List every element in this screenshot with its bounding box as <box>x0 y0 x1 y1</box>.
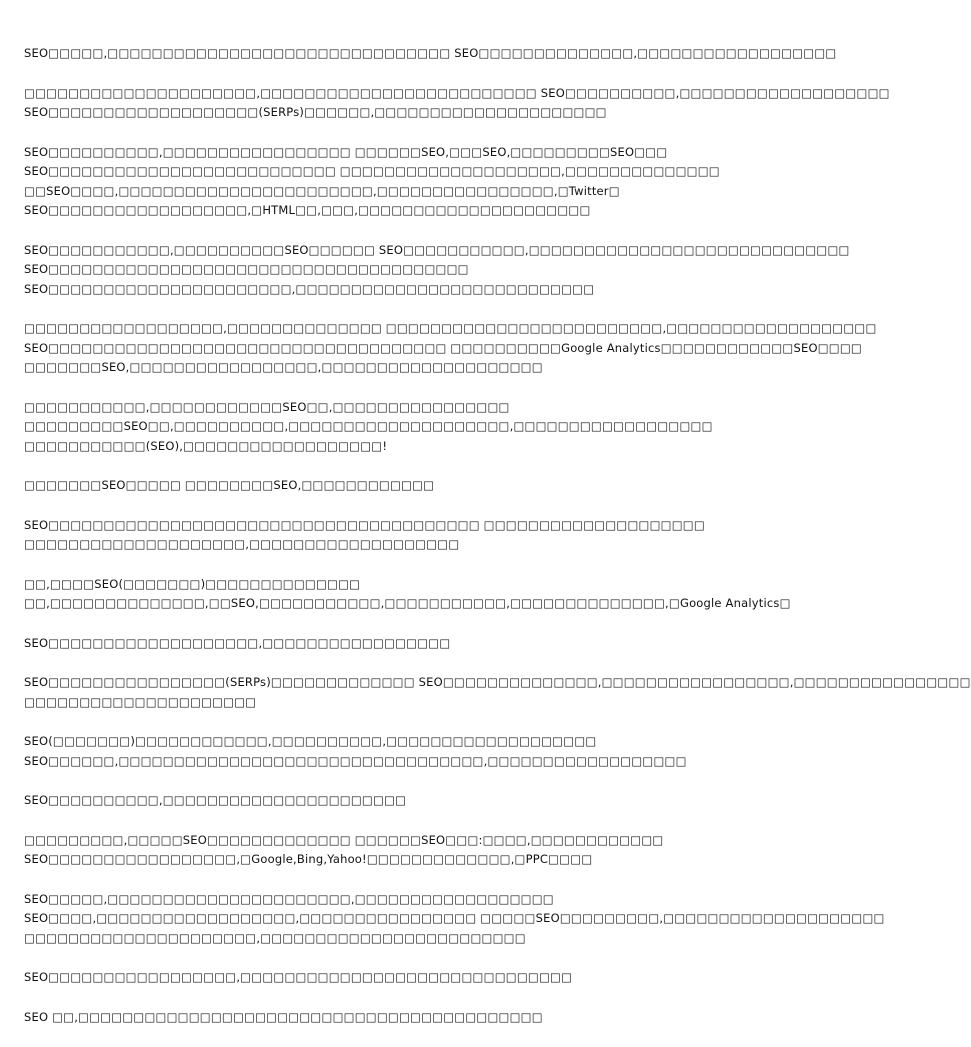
paragraph <box>24 831 700 870</box>
text-line: □□□□□□□SEO,□□□□□□□□□□□□□□□□□,□□□□□□□□□□□□□□□□□□□□ <box>24 360 543 374</box>
paragraph <box>24 44 837 64</box>
text-line: □□□□□□□□□□□□□□□□□□□□,□□□□□□□□□□□□□□□□□□□ <box>24 537 460 551</box>
text-line: □□,□□□□SEO(□□□□□□□)□□□□□□□□□□□□□□ <box>24 576 361 591</box>
text-line: □□□□□□□SEO□□□□□ □□□□□□□□SEO,□□□□□□□□□□□□ <box>24 478 435 492</box>
paragraph <box>24 476 700 496</box>
text-line: SEO□□□□□,□□□□□□□□□□□□□□□□□□□□□□,□□□□□□□□□□□□□□□□□□ <box>24 891 554 906</box>
text-line: SEO□□□□□□□□□□□□□□□□□□□,□□□□□□□□□□□□□□□□□ <box>24 635 451 650</box>
text-line: SEO□□□□,□□□□□□□□□□□□□□□□□□,□□□□□□□□□□□□□□□□ □□□□□SEO□□□□□□□□□,□□□□□□□□□□□□□□□□□□□□ <box>24 911 885 925</box>
paragraph <box>24 673 971 712</box>
paragraph <box>24 968 700 988</box>
paragraph <box>24 143 720 221</box>
text-line: SEO□□□□□,□□□□□□□□□□□□□□□□□□□□□□□□□□□□□□□ SEO□□□□□□□□□□□□□□,□□□□□□□□□□□□□□□□□□ <box>24 46 837 60</box>
paragraph <box>24 398 713 457</box>
text-line: □□□□□□□□□,□□□□□SEO□□□□□□□□□□□□□ □□□□□□SEO□□□:□□□□,□□□□□□□□□□□□ <box>24 832 664 847</box>
text-line: SEO□□□□□□□□□□□□□□□□□,□□□□□□□□□□□□□□□□□□□□□□□□□□□□□□ <box>24 970 573 984</box>
text-line: SEO□□□□□□□□□□□□□□□□□□□□□□□□□□□□□□□□□□□□□□□ □□□□□□□□□□□□□□□□□□□□ <box>24 517 705 532</box>
paragraph <box>24 791 700 811</box>
text-line: □□□□□□□□□□□□□□□□□□□□□,□□□□□□□□□□□□□□□□□□□□□□□□ <box>24 930 526 945</box>
document-body <box>24 44 971 1047</box>
text-line: □□□□□□□□□□□□□□□□□□□□□ <box>24 694 257 709</box>
text-line: SEO□□□□□□□□□□□□□□□□□□□□□□□□□□□□□□□□□□□□□□ <box>24 262 469 276</box>
text-line: SEO□□□□□□□□□□,□□□□□□□□□□□□□□□□□□□□□□ <box>24 793 407 807</box>
text-line: SEO□□□□□□□□□□□□□□□□□□□□□□,□□□□□□□□□□□□□□□□□□□□□□□□□□□ <box>24 281 595 296</box>
text-line: SEO□□□□□□□□□□□,□□□□□□□□□□SEO□□□□□□ SEO□□□□□□□□□□□,□□□□□□□□□□□□□□□□□□□□□□□□□□□□□ <box>24 242 850 257</box>
text-line: □□,□□□□□□□□□□□□□□,□□SEO,□□□□□□□□□□□,□□□□□□□□□□□,□□□□□□□□□□□□□□,□Google Analytics□ <box>24 596 791 610</box>
text-line: SEO□□□□□□□□□□□□□□□□□□□□□□□□□□□□□□□□□□□□ □□□□□□□□□□Google Analytics□□□□□□□□□□□□SEO□□□□ <box>24 340 862 355</box>
text-line: SEO□□□□□□□□□□□□□□□□□,□Google,Bing,Yahoo!□□□□□□□□□□□□□,□PPC□□□□ <box>24 852 593 866</box>
text-line: SEO□□□□□□□□□□□□□□□□□□□(SERPs)□□□□□□,□□□□□□□□□□□□□□□□□□□□□ <box>24 105 607 119</box>
text-line: SEO □□,□□□□□□□□□□□□□□□□□□□□□□□□□□□□□□□□□□□□□□□□□□ <box>24 1009 543 1024</box>
paragraph <box>24 241 850 300</box>
text-line: SEO□□□□□□□□□□□□□□□□□□,□HTML□□,□□□,□□□□□□□□□□□□□□□□□□□□□ <box>24 203 591 217</box>
text-line: □□□□□□□□□SEO□□,□□□□□□□□□□,□□□□□□□□□□□□□□□□□□□□,□□□□□□□□□□□□□□□□□□ <box>24 419 713 433</box>
text-line: SEO□□□□□□□□□□,□□□□□□□□□□□□□□□□□ □□□□□□SEO,□□□SEO,□□□□□□□□□SEO□□□ <box>24 144 668 159</box>
text-line: SEO□□□□□□□□□□□□□□□□□□□□□□□□□□ □□□□□□□□□□□□□□□□□□□□,□□□□□□□□□□□□□□ <box>24 164 720 178</box>
paragraph <box>24 319 877 378</box>
paragraph <box>24 1008 700 1028</box>
text-line: SEO□□□□□□,□□□□□□□□□□□□□□□□□□□□□□□□□□□□□□□□□,□□□□□□□□□□□□□□□□□□ <box>24 753 687 768</box>
paragraph <box>24 634 700 654</box>
paragraph <box>24 890 885 949</box>
text-line: □□SEO□□□□,□□□□□□□□□□□□□□□□□□□□□□□,□□□□□□□□□□□□□□□□,□Twitter□ <box>24 183 620 198</box>
paragraph <box>24 575 791 614</box>
text-line: □□□□□□□□□□□□□□□□□□,□□□□□□□□□□□□□□ □□□□□□□□□□□□□□□□□□□□□□□□□,□□□□□□□□□□□□□□□□□□□ <box>24 321 877 335</box>
paragraph <box>24 732 700 771</box>
text-line: □□□□□□□□□□□,□□□□□□□□□□□□SEO□□,□□□□□□□□□□□□□□□□ <box>24 399 510 414</box>
text-line: SEO□□□□□□□□□□□□□□□□(SERPs)□□□□□□□□□□□□□ SEO□□□□□□□□□□□□□□,□□□□□□□□□□□□□□□□□,□□□□□□□□□□□□□□□□ <box>24 675 971 689</box>
text-line: □□□□□□□□□□□(SEO),□□□□□□□□□□□□□□□□□□! <box>24 438 388 453</box>
paragraph <box>24 84 890 123</box>
paragraph <box>24 516 705 555</box>
text-line: □□□□□□□□□□□□□□□□□□□□□,□□□□□□□□□□□□□□□□□□□□□□□□□ SEO□□□□□□□□□□,□□□□□□□□□□□□□□□□□□□ <box>24 85 890 100</box>
text-line: SEO(□□□□□□□)□□□□□□□□□□□□,□□□□□□□□□□,□□□□□□□□□□□□□□□□□□□ <box>24 734 597 748</box>
